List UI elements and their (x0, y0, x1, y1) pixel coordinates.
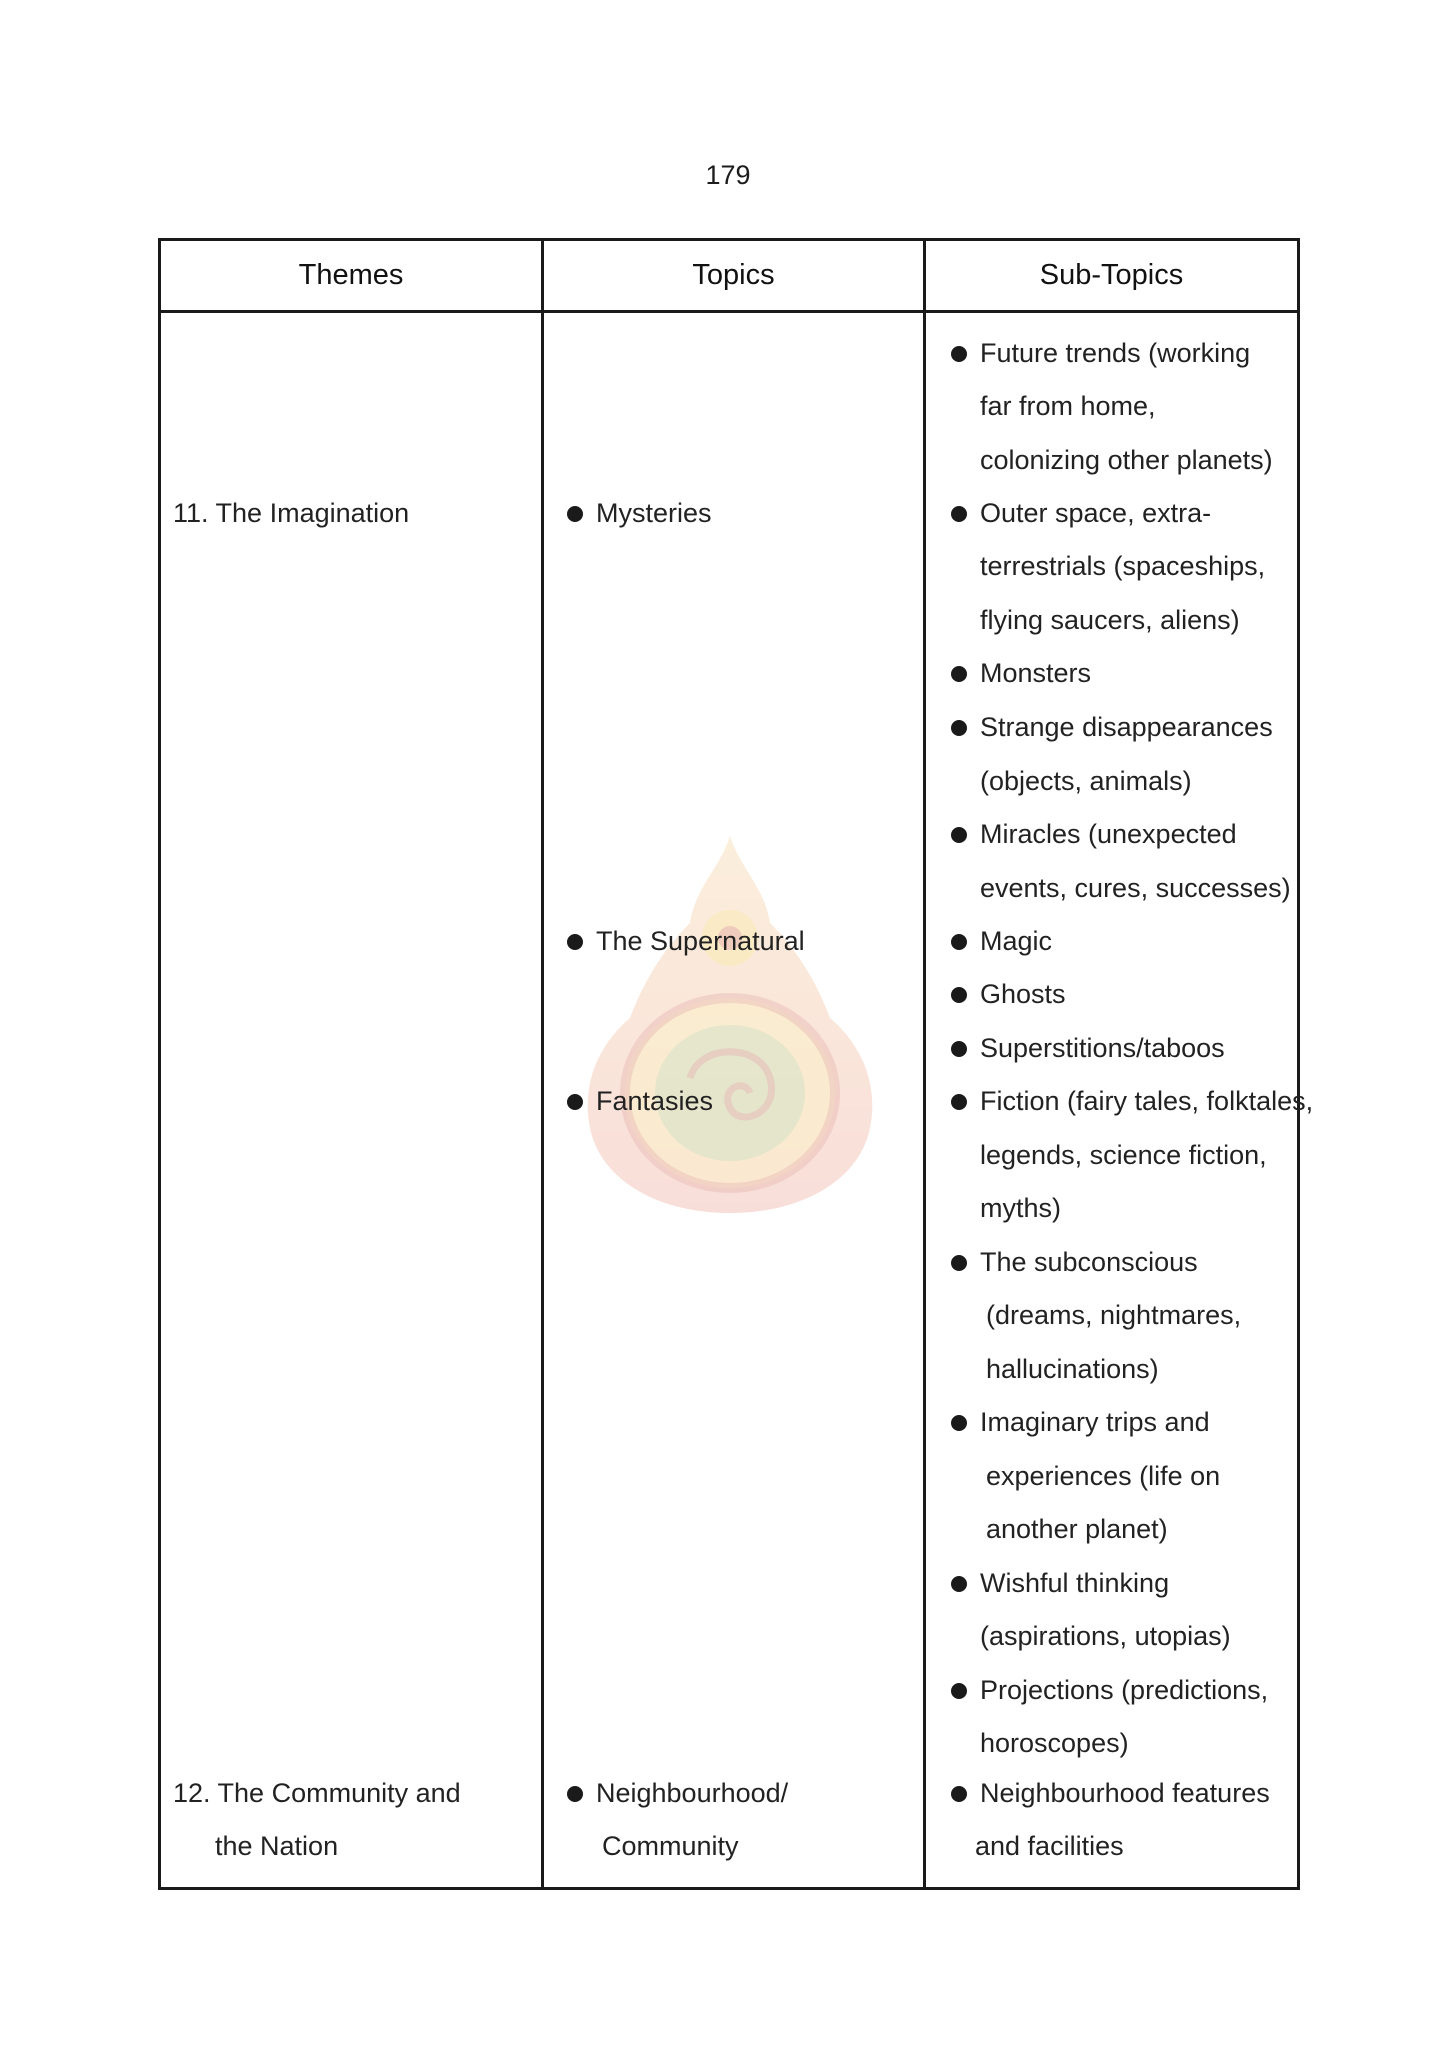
subtopic-bullet-icon (951, 1683, 967, 1699)
subtopic-bullet-icon (951, 346, 967, 362)
subtopic-bullet-icon (951, 987, 967, 1003)
subtopic-future-trends-cont: far from home, (980, 391, 1156, 421)
subtopic-miracles: Miracles (unexpected (980, 819, 1237, 849)
subtopic-future-trends-cont: colonizing other planets) (980, 445, 1273, 475)
subtopic-superstitions: Superstitions/taboos (980, 1033, 1225, 1063)
topic-mysteries: Mysteries (596, 498, 712, 528)
header-themes: Themes (298, 259, 404, 291)
column-divider (923, 241, 926, 1887)
topic-neighbourhood-cont: Community (602, 1831, 739, 1861)
column-divider (541, 241, 544, 1887)
theme-11-label: 11. The Imagination (173, 498, 410, 528)
subtopic-monsters: Monsters (980, 658, 1092, 688)
subtopic-magic: Magic (980, 926, 1053, 956)
subtopic-bullet-icon (951, 1094, 967, 1110)
subtopic-outer-space: Outer space, extra- (980, 498, 1212, 528)
header-topics: Topics (692, 259, 775, 291)
subtopic-fiction-cont: legends, science fiction, (980, 1140, 1267, 1170)
topic-supernatural: The Supernatural (596, 926, 805, 956)
topic-bullet-icon (567, 506, 583, 522)
subtopic-subconscious-cont: hallucinations) (986, 1354, 1159, 1384)
subtopic-imaginary-trips: Imaginary trips and (980, 1407, 1210, 1437)
header-subtopics: Sub-Topics (1039, 259, 1184, 291)
subtopic-disappearances: Strange disappearances (980, 712, 1273, 742)
theme-12-label: 12. The Community and (173, 1778, 461, 1808)
subtopic-wishful-thinking: Wishful thinking (980, 1568, 1170, 1598)
subtopic-outer-space-cont: terrestrials (spaceships, (980, 551, 1266, 581)
subtopic-bullet-icon (951, 1415, 967, 1431)
page-number: 179 (705, 160, 751, 190)
subtopic-bullet-icon (951, 666, 967, 682)
subtopic-fiction: Fiction (fairy tales, folktales, (980, 1086, 1314, 1116)
subtopic-bullet-icon (951, 934, 967, 950)
topic-fantasies: Fantasies (596, 1086, 714, 1116)
subtopic-bullet-icon (951, 1786, 967, 1802)
subtopic-miracles-cont: events, cures, successes) (980, 873, 1291, 903)
subtopic-projections: Projections (predictions, (980, 1675, 1269, 1705)
subtopic-subconscious: The subconscious (980, 1247, 1198, 1277)
topic-bullet-icon (567, 1094, 583, 1110)
subtopic-wishful-thinking-cont: (aspirations, utopias) (980, 1621, 1231, 1651)
subtopic-neighbourhood-features: Neighbourhood features (980, 1778, 1270, 1808)
topic-neighbourhood: Neighbourhood/ (596, 1778, 789, 1808)
subtopic-disappearances-cont: (objects, animals) (980, 766, 1192, 796)
subtopic-bullet-icon (951, 1041, 967, 1057)
subtopic-subconscious-cont: (dreams, nightmares, (986, 1300, 1242, 1330)
topic-bullet-icon (567, 934, 583, 950)
subtopic-bullet-icon (951, 506, 967, 522)
subtopic-imaginary-trips-cont: experiences (life on (986, 1461, 1221, 1491)
subtopic-imaginary-trips-cont: another planet) (986, 1514, 1168, 1544)
theme-12-label-cont: the Nation (215, 1831, 339, 1861)
subtopic-neighbourhood-features-cont: and facilities (975, 1831, 1124, 1861)
subtopic-bullet-icon (951, 1576, 967, 1592)
topic-bullet-icon (567, 1786, 583, 1802)
subtopic-bullet-icon (951, 720, 967, 736)
header-divider (161, 310, 1297, 313)
subtopic-ghosts: Ghosts (980, 979, 1066, 1009)
subtopic-fiction-cont: myths) (980, 1193, 1061, 1223)
curriculum-table (158, 238, 1314, 1890)
subtopic-projections-cont: horoscopes) (980, 1728, 1129, 1758)
subtopic-bullet-icon (951, 1255, 967, 1271)
subtopic-bullet-icon (951, 827, 967, 843)
subtopic-outer-space-cont: flying saucers, aliens) (980, 605, 1240, 635)
subtopic-future-trends: Future trends (working (980, 338, 1251, 368)
